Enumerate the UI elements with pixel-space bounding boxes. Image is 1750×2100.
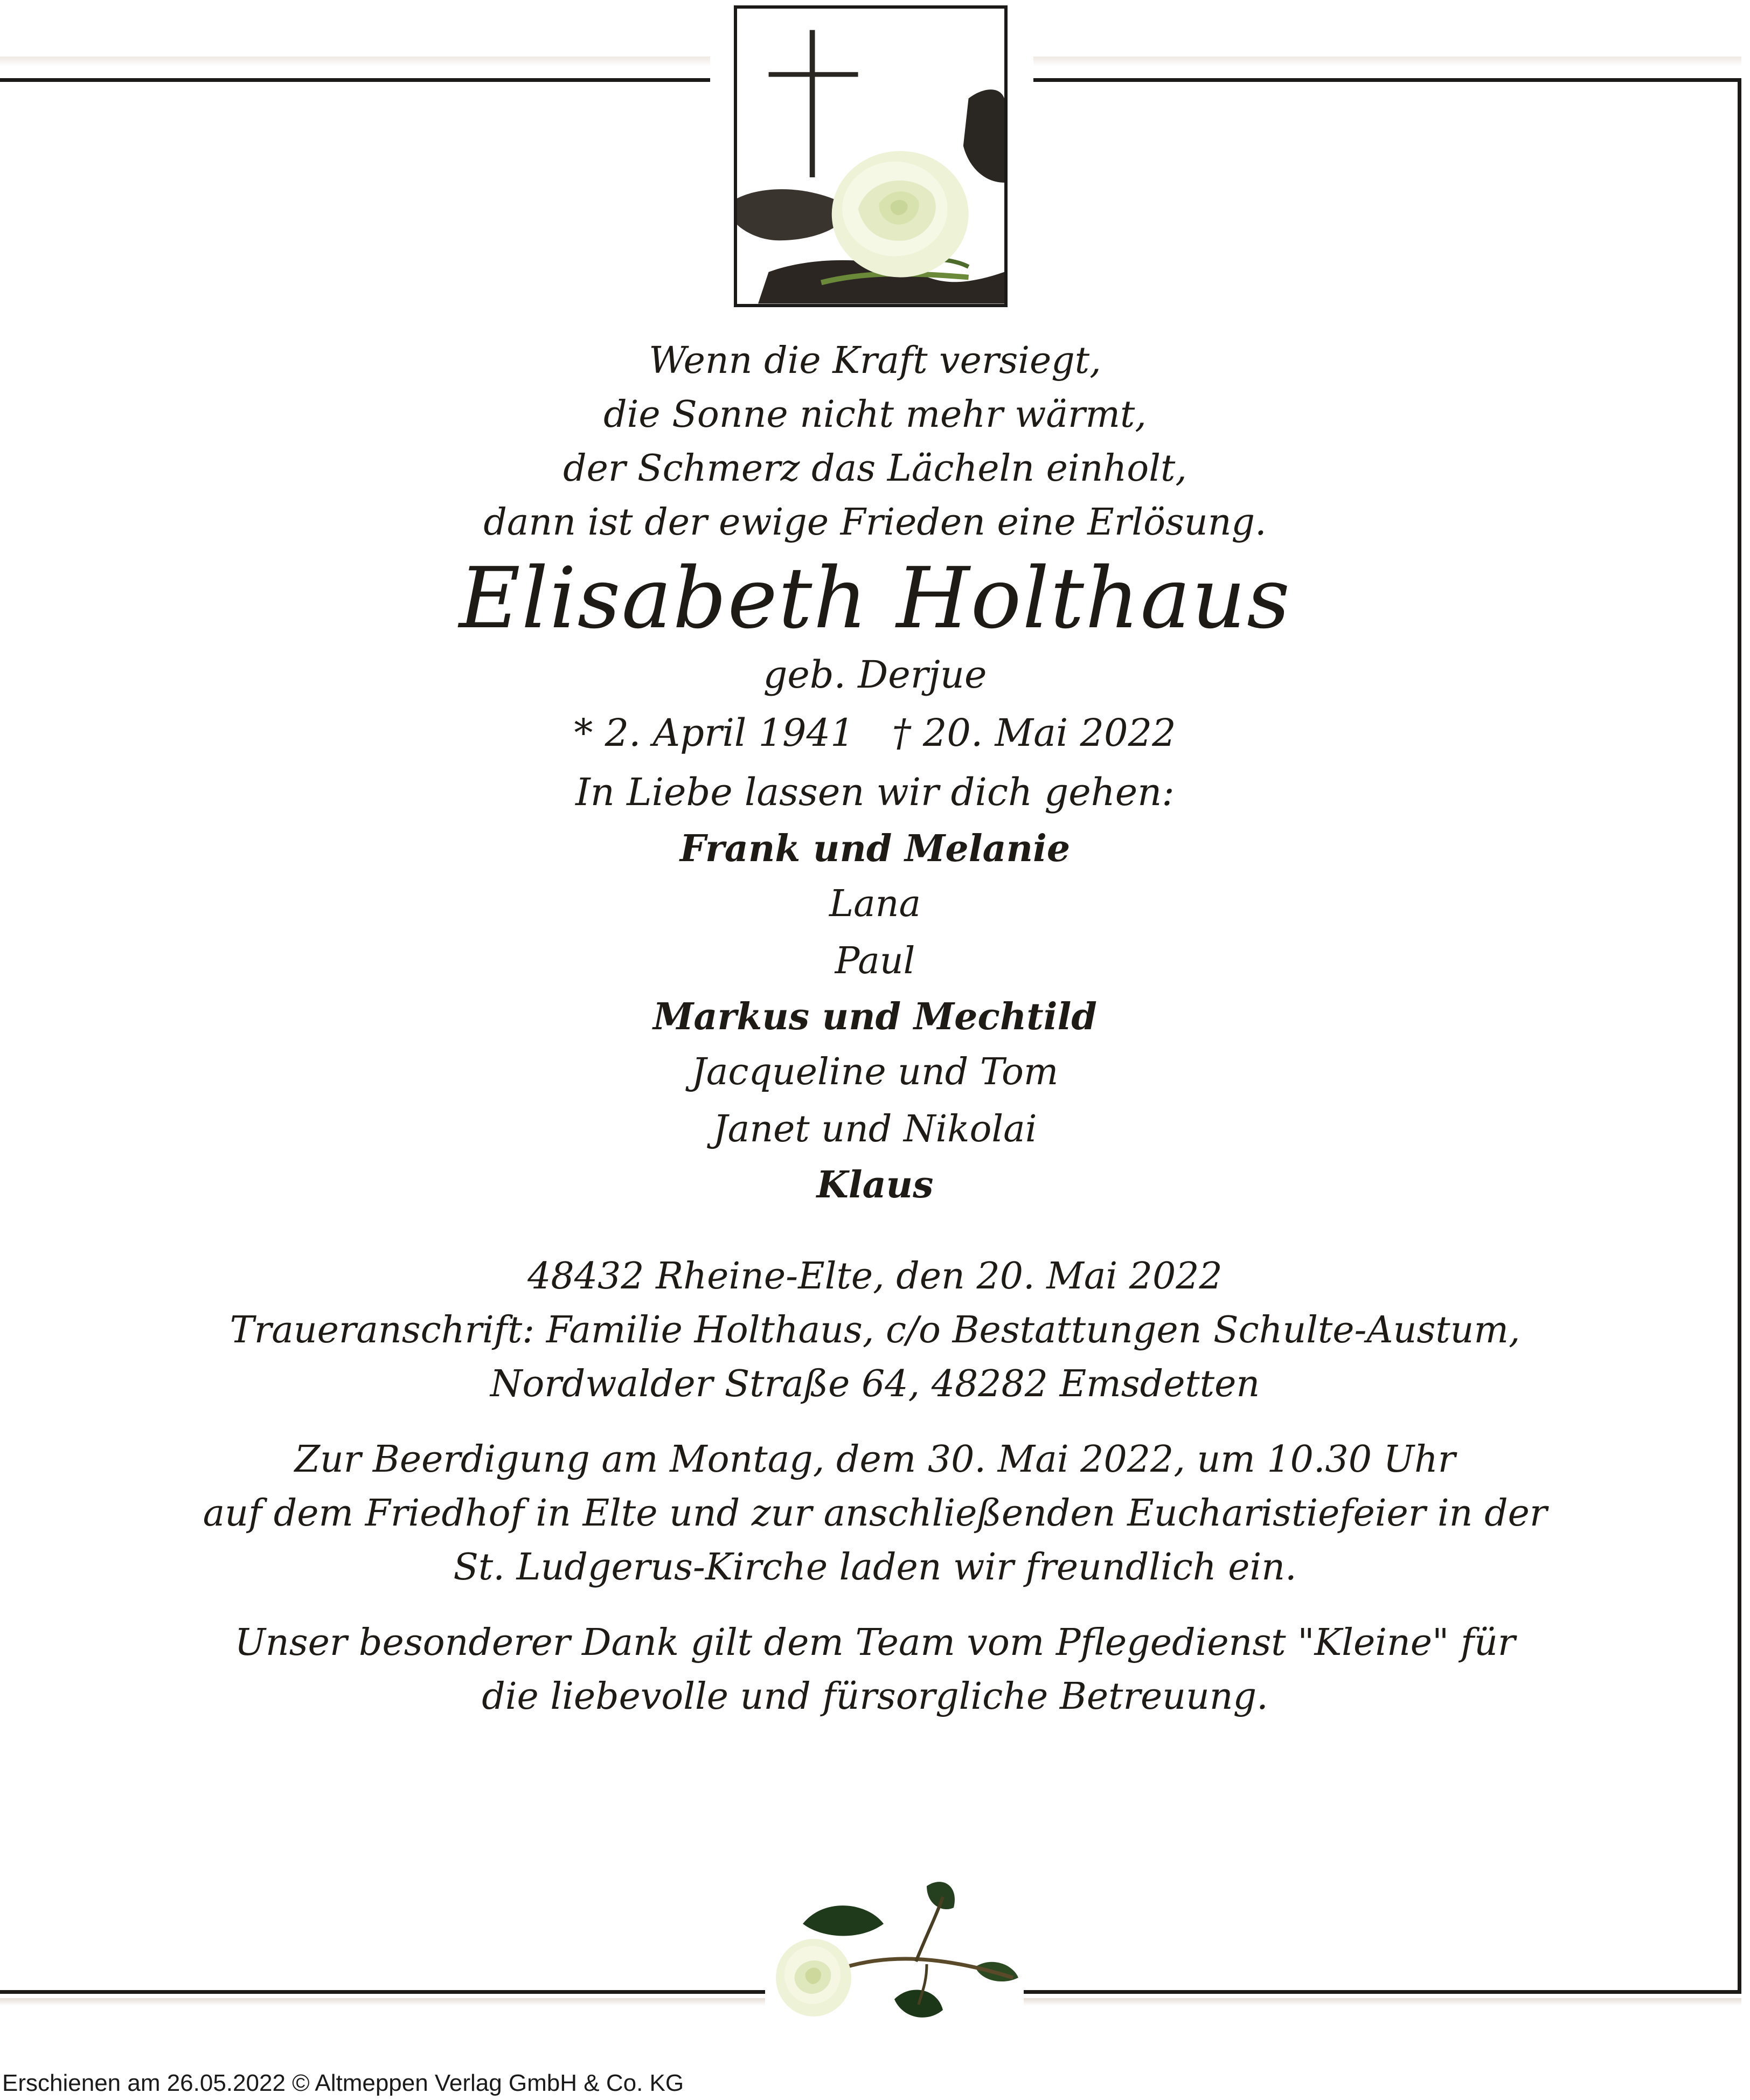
publication-footer: Erschienen am 26.05.2022 © Altmeppen Verlag GmbH & Co. KG — [2, 2070, 684, 2096]
poem-line: Wenn die Kraft versiegt, — [649, 339, 1101, 382]
mourning-intro: In Liebe lassen wir dich gehen: — [575, 770, 1175, 814]
family-head: Markus und Mechtild — [653, 995, 1097, 1038]
maiden-name: geb. Derjue — [763, 653, 987, 697]
thanks-block — [0, 1616, 1750, 1724]
deceased-name: Elisabeth Holthaus — [459, 549, 1291, 647]
family-head: Klaus — [816, 1163, 934, 1207]
rose-icon — [765, 1875, 1024, 2037]
address-block — [0, 1250, 1750, 1411]
family-member: Janet und Nikolai — [713, 1108, 1037, 1151]
address-line: Nordwalder Straße 64, 48282 Emsdetten — [490, 1363, 1260, 1405]
funeral-block — [0, 1433, 1750, 1595]
poem — [0, 334, 1750, 550]
family-head: Frank und Melanie — [679, 827, 1071, 870]
thanks-line: die liebevolle und fürsorgliche Betreuung. — [482, 1675, 1268, 1718]
funeral-line: auf dem Friedhof in Elte und zur anschließenden Eucharistiefeier in der — [203, 1492, 1547, 1535]
funeral-line: Zur Beerdigung am Montag, dem 30. Mai 2022, um 10.30 Uhr — [294, 1438, 1456, 1481]
family-member: Paul — [835, 940, 915, 982]
poem-line: dann ist der ewige Frieden eine Erlösung. — [483, 501, 1267, 544]
life-dates — [0, 703, 1750, 763]
funeral-line: St. Ludgerus-Kirche laden wir freundlich ein. — [453, 1546, 1297, 1589]
death-date: † 20. Mai 2022 — [892, 711, 1176, 755]
family-member: Lana — [829, 883, 921, 925]
birth-date: * 2. April 1941 — [574, 711, 855, 755]
poem-line: die Sonne nicht mehr wärmt, — [603, 393, 1147, 436]
address-line: Traueranschrift: Familie Holthaus, c/o Bestattungen Schulte-Austum, — [230, 1309, 1520, 1352]
thanks-line: Unser besonderer Dank gilt dem Team vom Pflegedienst "Kleine" für — [234, 1621, 1516, 1664]
poem-line: der Schmerz das Lächeln einholt, — [563, 447, 1187, 490]
address-line: 48432 Rheine-Elte, den 20. Mai 2022 — [527, 1255, 1223, 1298]
family-member: Jacqueline und Tom — [691, 1051, 1059, 1093]
notice-content — [0, 334, 1750, 1724]
cross-rose-icon — [734, 5, 1008, 307]
